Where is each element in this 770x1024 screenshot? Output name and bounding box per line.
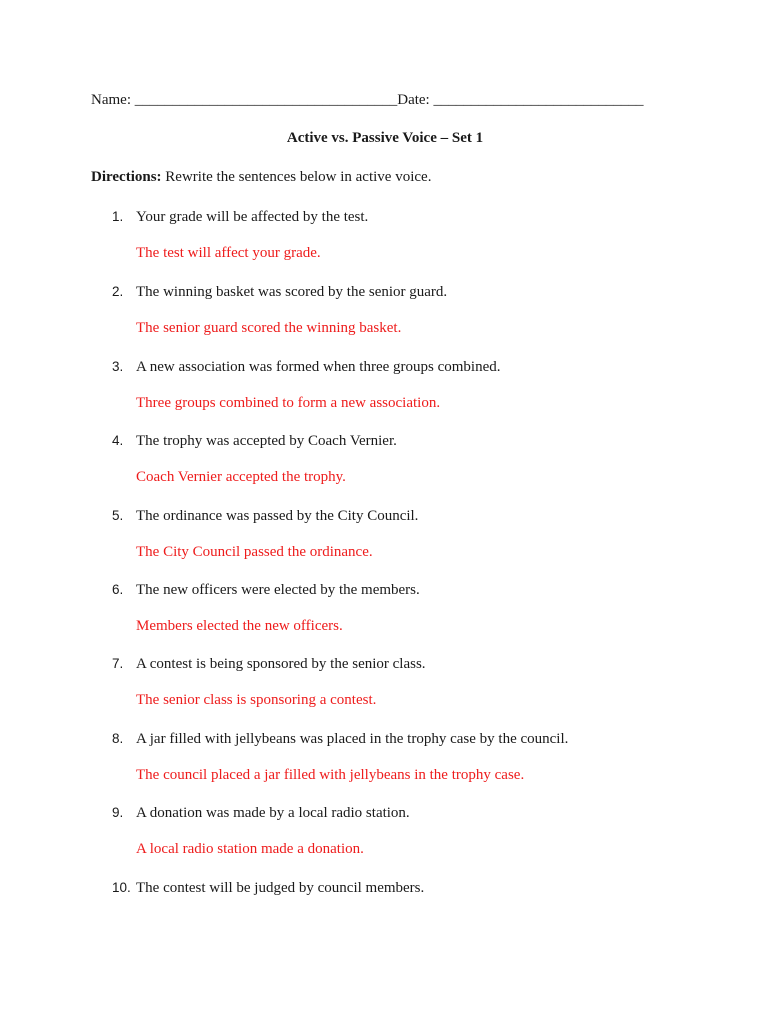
answer-text: The senior class is sponsoring a contest. <box>136 692 377 708</box>
worksheet-title: Active vs. Passive Voice – Set 1 <box>286 130 484 146</box>
item-number: 1. <box>112 209 124 224</box>
directions-label: Directions: <box>91 169 162 185</box>
item-number: 5. <box>112 508 124 523</box>
directions <box>91 169 431 186</box>
answer-text: The City Council passed the ordinance. <box>136 544 373 560</box>
question-text: A jar filled with jellybeans was placed in the trophy case by the council. <box>136 731 569 747</box>
item-number: 2. <box>112 284 124 299</box>
question-text: A new association was formed when three groups combined. <box>136 359 501 375</box>
question-text: The trophy was accepted by Coach Vernier. <box>136 433 397 449</box>
item-number: 10. <box>112 880 131 895</box>
answer-text: Three groups combined to form a new association. <box>136 395 441 411</box>
name-date-line: Name: ___________________________________Date: ____________________________ <box>91 92 644 108</box>
item-number: 3. <box>112 359 124 374</box>
item-number: 9. <box>112 805 124 820</box>
item-number: 7. <box>112 656 124 671</box>
answer-text: The council placed a jar filled with jellybeans in the trophy case. <box>136 767 525 783</box>
answer-text: A local radio station made a donation. <box>136 841 364 857</box>
question-text: The winning basket was scored by the senior guard. <box>136 284 448 300</box>
answer-text: Members elected the new officers. <box>136 618 343 634</box>
item-number: 8. <box>112 731 124 746</box>
item-number: 6. <box>112 582 124 597</box>
directions-text: Rewrite the sentences below in active voice. <box>161 169 432 185</box>
answer-text: The senior guard scored the winning basket. <box>136 320 402 336</box>
item-number: 4. <box>112 433 124 448</box>
question-text: Your grade will be affected by the test. <box>136 209 369 225</box>
question-text: The contest will be judged by council members. <box>136 880 425 896</box>
question-text: The ordinance was passed by the City Council. <box>136 508 419 524</box>
answer-text: Coach Vernier accepted the trophy. <box>136 469 346 485</box>
question-text: A donation was made by a local radio station. <box>136 805 410 821</box>
question-text: A contest is being sponsored by the senior class. <box>136 656 426 672</box>
answer-text: The test will affect your grade. <box>136 245 321 261</box>
question-text: The new officers were elected by the members. <box>136 582 420 598</box>
